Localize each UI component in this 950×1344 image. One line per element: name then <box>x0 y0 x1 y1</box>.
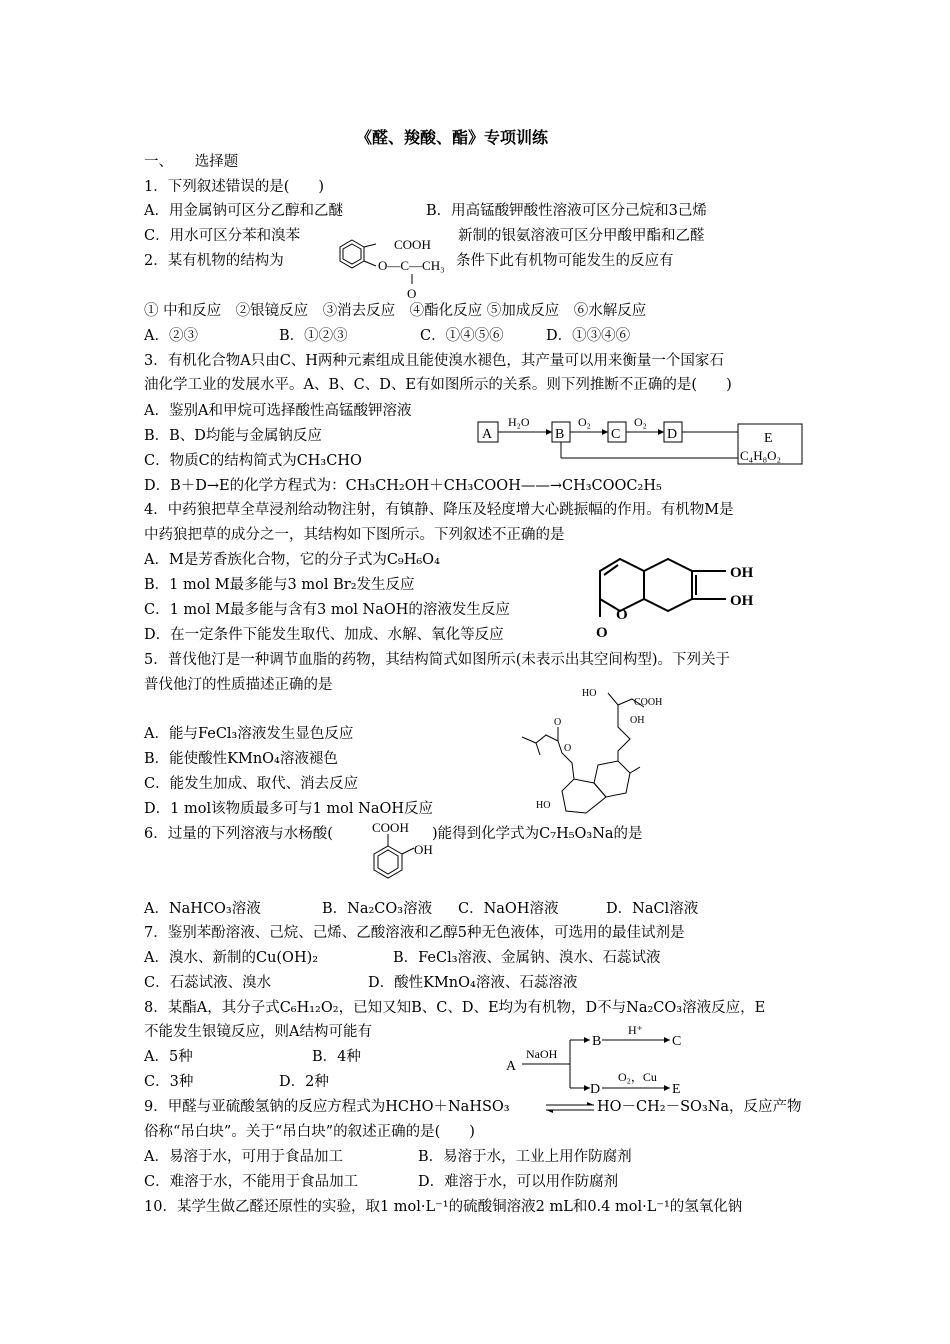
q4-ring-o: O <box>616 607 628 623</box>
page-title: 《醛、羧酸、酯》专项训练 <box>356 128 549 147</box>
q3-option-b: B．B、D均能与金属钠反应 <box>144 428 322 444</box>
q8-option-a: A．5种 <box>144 1049 193 1065</box>
q6-option-d: D．NaCl溶液 <box>606 901 699 917</box>
q3-label-o2b: O₂ <box>634 415 647 429</box>
q8-node-d: D <box>590 1082 601 1097</box>
q9-option-d: D．难溶于水，可以用作防腐剂 <box>418 1174 619 1190</box>
q10-line1: 10．某学生做乙醛还原性的实验，取1 mol·L⁻¹的硫酸铜溶液2 mL和0.4 mol·L⁻¹的氢氧化钠 <box>144 1199 743 1215</box>
q5-cooh: COOH <box>634 697 663 708</box>
q9-line1-left: 9．甲醛与亚硫酸氢钠的反应方程式为HCHO＋NaHSO₃ <box>144 1099 510 1115</box>
q3-formula-e: C₄H₈O₂ <box>740 448 782 463</box>
q8-line1: 8．某酯A，其分子式C₆H₁₂O₂，已知又知B、C、D、E均为有机物，D不与Na₂CO₃溶液反应，E <box>144 1000 766 1016</box>
q3-line1: 3．有机化合物A只由C、H两种元素组成且能使溴水褪色，其产量可以用来衡量一个国家石 <box>144 353 724 369</box>
q2-structure <box>330 232 460 302</box>
q2-ester-label: O—C—CH₃ <box>378 258 445 273</box>
q4-carbonyl-o: O <box>596 625 608 641</box>
q4-structure <box>596 555 776 645</box>
section-heading: 一、 选择题 <box>144 154 239 170</box>
q8-node-c: C <box>672 1034 682 1049</box>
q5-option-c: C．能发生加成、取代、消去反应 <box>144 776 359 792</box>
q5-option-a: A．能与FeCl₃溶液发生显色反应 <box>144 726 354 742</box>
q9-equilibrium-arrow <box>544 1100 596 1116</box>
q7-option-a: A．溴水、新制的Cu(OH)₂ <box>144 950 319 966</box>
q4-oh-top: OH <box>730 565 754 581</box>
q5-structure <box>518 683 678 813</box>
q7-option-d: D．酸性KMnO₄溶液、石蕊溶液 <box>368 975 578 991</box>
q4-option-c: C．1 mol M最多能与含有3 mol NaOH的溶液发生反应 <box>144 602 510 618</box>
q4-oh-bottom: OH <box>730 593 754 609</box>
q5-oh: OH <box>630 715 645 726</box>
q5-line1: 5．普伐他汀是一种调节血脂的药物，其结构简式如图所示(未表示出其空间构型)。下列关于 <box>144 652 731 668</box>
q3-reaction-diagram <box>476 410 806 470</box>
q6-stem-end: )能得到化学式为C₇H₅O₃Na的是 <box>432 826 643 842</box>
q4-option-d: D．在一定条件下能发生取代、加成、水解、氧化等反应 <box>144 627 504 643</box>
q4-line1: 4．中药狼把草全草浸剂给动物注射，有镇静、降压及轻度增大心跳振幅的作用。有机物M是 <box>144 502 734 518</box>
q3-option-c: C．物质C的结构简式为CH₃CHO <box>144 453 362 469</box>
q3-box-a: A <box>482 427 493 442</box>
q1-option-c: C．用水可区分苯和溴苯 <box>144 228 301 244</box>
q4-line2: 中药狼把草的成分之一，其结构如下图所示。下列叙述不正确的是 <box>144 527 565 543</box>
q7-option-c: C．石蕊试液、溴水 <box>144 975 272 991</box>
q8-node-e: E <box>672 1082 681 1097</box>
q8-label-h: H⁺ <box>628 1023 643 1037</box>
q6-stem: 6．过量的下列溶液与水杨酸( <box>144 826 333 842</box>
q6-cooh: COOH <box>372 820 409 835</box>
q6-option-a: A．NaHCO₃溶液 <box>144 901 261 917</box>
q8-option-d: D．2种 <box>279 1074 329 1090</box>
q5-ester-o: O <box>564 743 572 754</box>
q8-label-o2cu: O₂，Cu <box>618 1070 657 1084</box>
q2-cooh-label: COOH <box>394 237 431 252</box>
q3-box-e: E <box>764 431 773 446</box>
q3-line2: 油化学工业的发展水平。A、B、C、D、E有如图所示的关系。则下列推断不正确的是( ) <box>144 377 732 393</box>
q8-option-c: C．3种 <box>144 1074 194 1090</box>
q2-o-label: O <box>407 286 417 301</box>
q3-label-o2a: O₂ <box>578 415 591 429</box>
q5-carbonyl-o: O <box>554 717 562 728</box>
q2-reaction-list: ① 中和反应 ②银镜反应 ③消去反应 ④酯化反应 ⑤加成反应 ⑥水解反应 <box>144 303 647 319</box>
q8-label-naoh: NaOH <box>526 1047 558 1061</box>
q7-option-b: B．FeCl₃溶液、金属钠、溴水、石蕊试液 <box>393 950 661 966</box>
q8-node-a: A <box>506 1059 517 1074</box>
q3-box-d: D <box>667 427 678 442</box>
q9-option-a: A．易溶于水，可用于食品加工 <box>144 1149 343 1165</box>
q6-option-c: C．NaOH溶液 <box>458 901 559 917</box>
q6-oh: OH <box>414 842 433 857</box>
q6-option-b: B．Na₂CO₃溶液 <box>322 901 433 917</box>
q8-reaction-diagram <box>504 1018 704 1098</box>
q4-option-a: A．M是芳香族化合物，它的分子式为C₉H₆O₄ <box>144 552 440 568</box>
q3-label-h2o: H₂O <box>508 415 530 429</box>
q3-option-d: D．B＋D→E的化学方程式为：CH₃CH₂OH＋CH₃COOH——→CH₃COOC₂H₅ <box>144 478 662 494</box>
q7-stem: 7．鉴别苯酚溶液、己烷、己烯、乙酸溶液和乙醇5种无色液体，可选用的最佳试剂是 <box>144 925 685 941</box>
q1-option-d: 新制的银氨溶液可区分甲酸甲酯和乙醛 <box>458 228 705 244</box>
q1-option-a: A．用金属钠可区分乙醇和乙醚 <box>144 203 343 219</box>
q8-option-b: B．4种 <box>312 1049 361 1065</box>
q9-line1-right: HO－CH₂－SO₃Na，反应产物 <box>597 1099 802 1115</box>
q2-option-d: D．①③④⑥ <box>546 328 631 344</box>
q2-option-a: A．②③ <box>144 328 198 344</box>
q5-ho-top: HO <box>582 688 597 699</box>
q9-line2: 俗称“吊白块”。关于“吊白块”的叙述正确的是( ) <box>144 1124 475 1140</box>
q1-option-b: B．用高锰酸钾酸性溶液可区分己烷和3己烯 <box>426 203 707 219</box>
q8-line2: 不能发生银镜反应，则A结构可能有 <box>144 1024 372 1040</box>
q5-option-d: D．1 mol该物质最多可与1 mol NaOH反应 <box>144 801 434 817</box>
q2-stem-end: 条件下此有机物可能发生的反应有 <box>456 253 674 269</box>
q5-line2: 普伐他汀的性质描述正确的是 <box>144 677 333 693</box>
q3-box-c: C <box>611 427 621 442</box>
q2-option-c: C．①④⑤⑥ <box>420 328 504 344</box>
q1-stem: 1．下列叙述错误的是( ) <box>144 179 325 195</box>
q9-option-b: B．易溶于水，工业上用作防腐剂 <box>418 1149 632 1165</box>
q2-stem: 2．某有机物的结构为 <box>144 253 284 269</box>
q8-node-b: B <box>592 1034 602 1049</box>
q9-option-c: C．难溶于水，不能用于食品加工 <box>144 1174 359 1190</box>
q3-option-a: A．鉴别A和甲烷可选择酸性高锰酸钾溶液 <box>144 403 412 419</box>
q5-ho-bottom: HO <box>536 800 551 811</box>
q3-box-b: B <box>555 427 565 442</box>
q4-option-b: B．1 mol M最多能与3 mol Br₂发生反应 <box>144 577 415 593</box>
q5-option-b: B．能使酸性KMnO₄溶液褪色 <box>144 751 338 767</box>
q2-option-b: B．①②③ <box>279 328 348 344</box>
